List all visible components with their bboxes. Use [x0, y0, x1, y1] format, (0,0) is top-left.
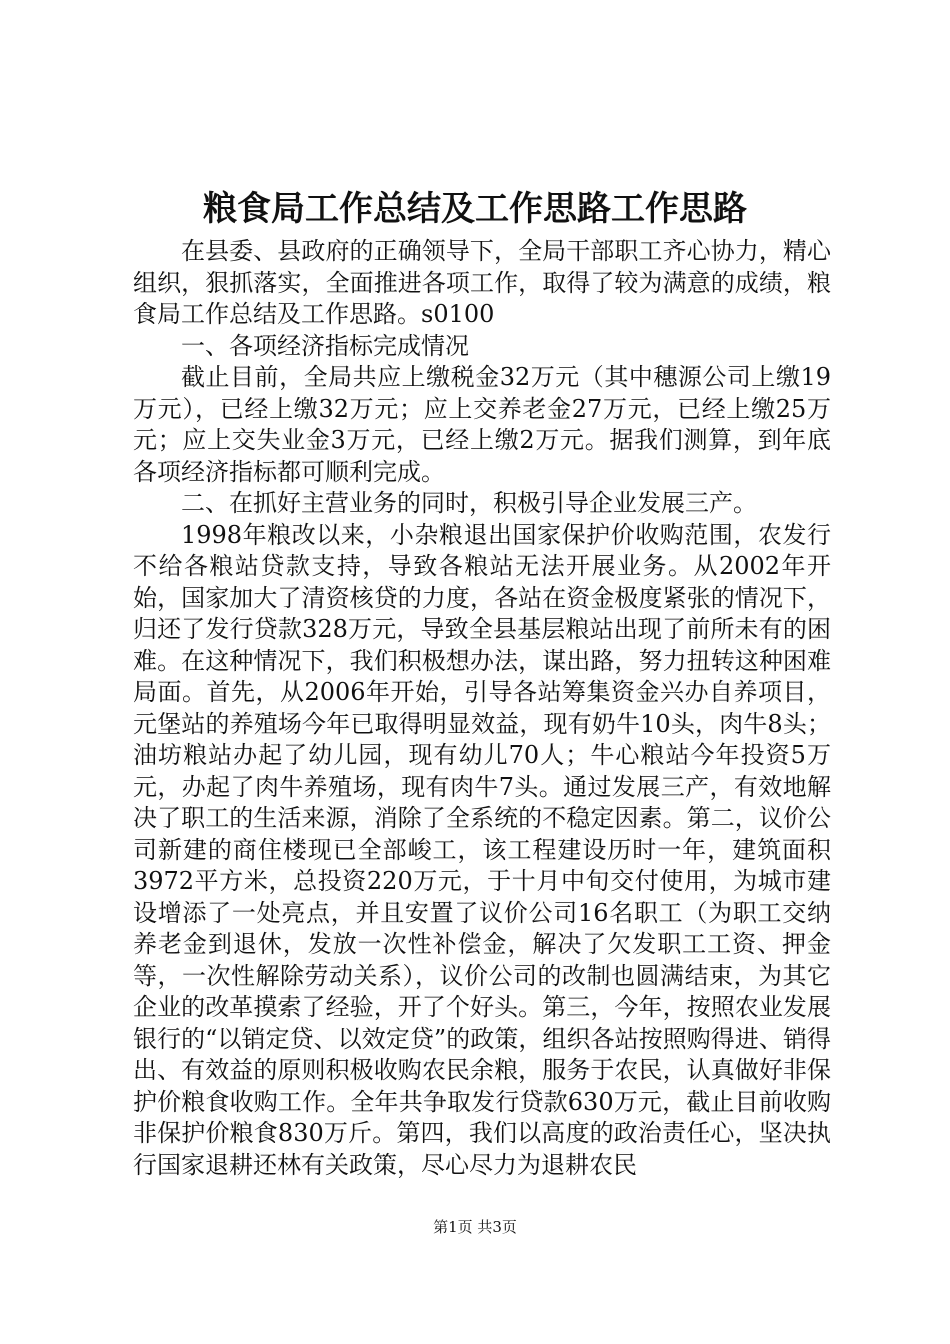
- paragraph-tertiary-industry: 1998年粮改以来，小杂粮退出国家保护价收购范围，农发行不给各粮站贷款支持，导致各粮站无法开展业务。从2002年开始，国家加大了清资核贷的力度，各站在资金极度紧张的情况下，归还了发行贷款328万元，导致全县基层粮站出现了前所未有的困难。在这种情况下，我们积极想办法，谋出路，努力扭转这种困难局面。首先，从2006年开始，引导各站筹集资金兴办自养项目，元堡站的养殖场今年已取得明显效益，现有奶牛10头，肉牛8头；油坊粮站办起了幼儿园，现有幼儿70人；牛心粮站今年投资5万元，办起了肉牛养殖场，现有肉牛7头。通过发展三产，有效地解决了职工的生活来源，消除了全系统的不稳定因素。第二，议价公司新建的商住楼现已全部峻工，该工程建设历时一年，建筑面积3972平方米，总投资220万元，于十月中旬交付使用，为城市建设增添了一处亮点，并且安置了议价公司16名职工（为职工交纳养老金到退休，发放一次性补偿金，解决了欠发职工工资、押金等，一次性解除劳动关系），议价公司的改制也圆满结束，为其它企业的改革摸索了经验，开了个好头。第三，今年，按照农业发展银行的“以销定贷、以效定贷”的政策，组织各站按照购得进、销得出、有效益的原则积极收购农民余粮，服务于农民，认真做好非保护价粮食收购工作。全年共争取发行贷款630万元，截止目前收购非保护价粮食830万斤。第四，我们以高度的政治责任心，坚决执行国家退耕还林有关政策，尽心尽力为退耕农民: [133, 520, 831, 1179]
- paragraph-indicators: 截止目前，全局共应上缴税金32万元（其中穗源公司上缴19万元），已经上缴32万元；应上交养老金27万元，已经上缴25万元；应上交失业金3万元，已经上缴2万元。据我们测算，到年底各项经济指标都可顺利完成。: [133, 363, 831, 486]
- paragraph-intro: 在县委、县政府的正确领导下，全局干部职工齐心协力，精心组织，狠抓落实，全面推进各项工作，取得了较为满意的成绩，粮食局工作总结及工作思路。s0100: [133, 237, 831, 328]
- document-title: 粮食局工作总结及工作思路工作思路: [203, 189, 747, 229]
- page-footer: 第1页 共3页: [433, 1218, 517, 1236]
- section-heading-2: 二、在抓好主营业务的同时，积极引导企业发展三产。: [181, 489, 757, 517]
- section-heading-1: 一、各项经济指标完成情况: [181, 331, 469, 360]
- document-body: [133, 236, 831, 1181]
